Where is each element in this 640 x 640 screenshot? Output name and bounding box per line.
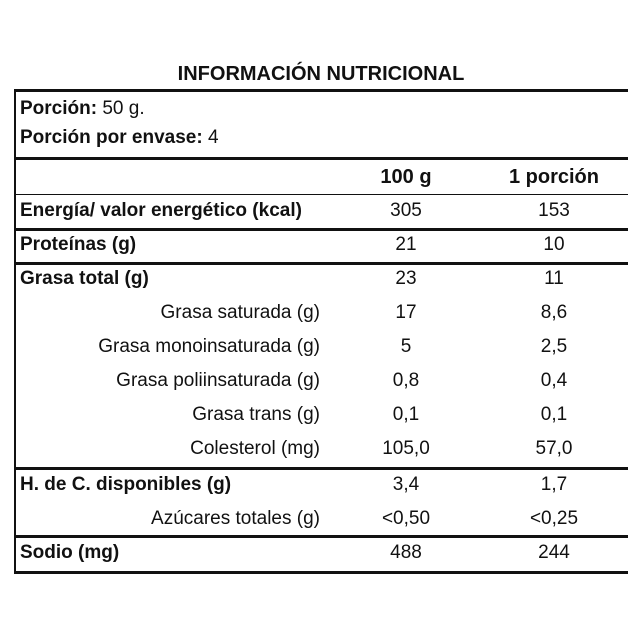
table-row: [16, 398, 628, 432]
serving-divider: [14, 157, 628, 160]
nutrient-label: Colesterol (mg): [190, 438, 320, 459]
value-per-portion: 10: [543, 234, 565, 255]
table-row: [16, 502, 628, 536]
row-divider: [14, 535, 628, 538]
nutrient-label: Energía/ valor energético (kcal): [20, 200, 302, 221]
table-row: [16, 228, 628, 262]
value-per-100g: 3,4: [392, 474, 420, 495]
servings-per-container-value: 4: [202, 127, 219, 148]
value-per-portion: 1,7: [540, 474, 568, 495]
top-border: [14, 89, 628, 92]
nutrient-label: Azúcares totales (g): [151, 508, 320, 529]
table-row: [16, 330, 628, 364]
value-per-portion: 153: [538, 200, 570, 221]
row-divider: [14, 262, 628, 265]
table-row: [16, 468, 628, 502]
value-per-100g: 5: [400, 336, 412, 357]
value-per-100g: 305: [390, 200, 422, 221]
table-row: [16, 194, 628, 228]
table-row: [16, 364, 628, 398]
value-per-portion: 11: [544, 268, 564, 289]
value-per-portion: 8,6: [540, 302, 568, 323]
column-header-portion: 1 porción: [508, 166, 599, 188]
table-row: [16, 432, 628, 466]
value-per-100g: 23: [395, 268, 417, 289]
nutrient-label: Grasa saturada (g): [160, 302, 320, 323]
bottom-border: [14, 571, 628, 574]
servings-per-container: [20, 124, 219, 152]
table-row: [16, 262, 628, 296]
value-per-100g: 105,0: [382, 438, 430, 459]
value-per-100g: 0,1: [392, 404, 420, 425]
serving-size-value: 50 g.: [97, 98, 145, 119]
nutrient-label: H. de C. disponibles (g): [20, 474, 232, 495]
value-per-portion: 244: [538, 542, 570, 563]
value-per-portion: 0,1: [540, 404, 568, 425]
table-row: [16, 296, 628, 330]
nutrient-label: Grasa poliinsaturada (g): [116, 370, 320, 391]
row-divider: [14, 228, 628, 231]
serving-size-label: Porción:: [20, 98, 98, 119]
value-per-100g: 17: [395, 302, 417, 323]
value-per-portion: 2,5: [540, 336, 568, 357]
table-row: [16, 536, 628, 570]
value-per-portion: 57,0: [535, 438, 573, 459]
value-per-100g: 0,8: [392, 370, 420, 391]
row-divider: [14, 467, 628, 470]
nutrient-label: Grasa total (g): [20, 268, 149, 289]
value-per-100g: 21: [395, 234, 417, 255]
value-per-portion: <0,25: [529, 508, 579, 529]
nutrient-label: Sodio (mg): [20, 542, 120, 563]
nutrient-label: Grasa trans (g): [192, 404, 320, 425]
value-per-100g: 488: [390, 542, 422, 563]
servings-per-container-label: Porción por envase:: [20, 127, 203, 148]
table-title: INFORMACIÓN NUTRICIONAL: [177, 63, 465, 85]
value-per-portion: 0,4: [540, 370, 568, 391]
column-header-100g: 100 g: [380, 166, 432, 188]
serving-size: [20, 95, 145, 123]
nutrient-label: Grasa monoinsaturada (g): [98, 336, 320, 357]
nutrient-label: Proteínas (g): [20, 234, 137, 255]
value-per-100g: <0,50: [381, 508, 431, 529]
